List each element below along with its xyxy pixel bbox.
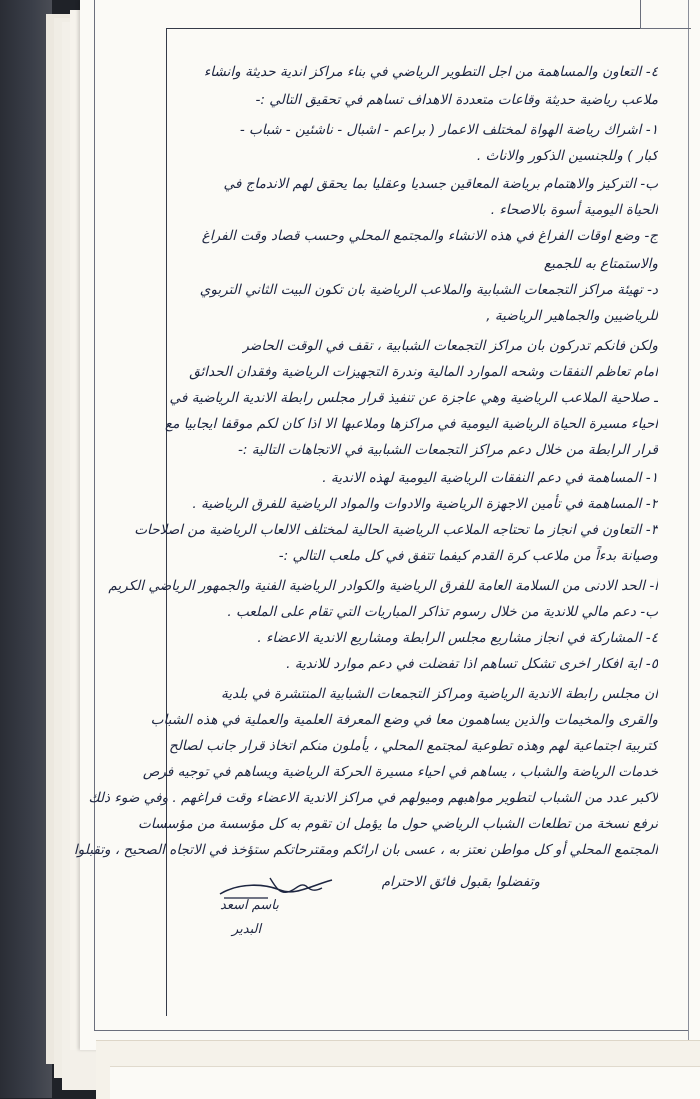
closing-line: وتفضلوا بقبول فائق الاحترام: [381, 874, 540, 890]
letter-line: د- تهيئة مراكز التجمعات الشبابية والملاعب الرياضية بان تكون البيت الثاني التربوي: [199, 282, 658, 298]
letter-line: كبار ) وللجنسين الذكور والاناث .: [476, 148, 658, 164]
letter-line: أ- الحد الادنى من السلامة العامة للفرق الرياضية والكوادر الرياضية الفنية والجمهور الرياضي الكريم: [108, 578, 658, 594]
sheet-corner-tab: [640, 0, 691, 29]
letter-line: ١- المساهمة في دعم النفقات الرياضية اليومية لهذه الاندية .: [322, 470, 658, 486]
letter-line: نرفع نسخة من تطلعات الشباب الرياضي حول ما يؤمل ان تقوم به كل مؤسسة من مؤسسات: [138, 816, 658, 832]
letter-line: ان مجلس رابطة الاندية الرياضية ومراكز التجمعات الشبابية المنتشرة في بلدية: [221, 686, 658, 702]
page-top-rule: [166, 28, 640, 29]
letter-line: ب- التركيز والاهتمام برياضة المعاقين جسديا وعقليا بما يحقق لهم الاندماج في: [223, 176, 658, 192]
letter-line: ج- وضع اوقات الفراغ في هذه الانشاء والمجتمع المحلي وحسب قصاد وقت الفراغ: [201, 228, 658, 244]
letter-line: ٤- التعاون والمساهمة من اجل التطوير الرياضي في بناء مراكز اندية حديثة وانشاء: [203, 64, 658, 80]
letter-line: كتربية اجتماعية لهم وهذه تطوعية لمجتمع المحلي ، يأملون منكم اتخاذ قرار جانب لصالح: [168, 738, 658, 754]
bottom-paper-slip: [110, 1066, 700, 1099]
letter-line: والقرى والمخيمات والذين يساهمون معا في وضع المعرفة العلمية والعملية في هذه الشباب: [150, 712, 658, 728]
letter-line: ملاعب رياضية حديثة وقاعات متعددة الاهداف تساهم في تحقيق التالي :-: [255, 92, 658, 108]
sheet-frame-bottom: [94, 1030, 688, 1031]
letter-line: ١- اشراك رياضة الهواة لمختلف الاعمار ( براعم - اشبال - ناشئين - شباب -: [239, 122, 658, 138]
letter-line: ٥- اية افكار اخرى تشكل تساهم اذا تفضلت في دعم موارد للاندية .: [286, 656, 658, 672]
binder-background: [0, 0, 52, 1098]
letter-line: ٤- المشاركة في انجاز مشاريع مجلس الرابطة ومشاريع الاندية الاعضاء .: [257, 630, 658, 646]
letter-line: المجتمع المحلي أو كل مواطن نعتز به ، عسى بان ارائكم ومقترحاتكم ستؤخذ في الاتجاه الصحيح ، وتقبلوا: [73, 842, 658, 858]
signatory-name: باسم اسعد: [220, 898, 279, 913]
letter-line: الحياة اليومية أسوة بالاصحاء .: [490, 202, 658, 218]
sheet-frame-left: [94, 0, 95, 1030]
letter-line: لاكبر عدد من الشباب لتطوير مواهبهم وميولهم في مراكز الاندية الاعضاء وقت فراغهم . وفي ضوء ذلك: [88, 790, 658, 806]
letter-line: احياء مسيرة الحياة الرياضية اليومية في مراكزها وملاعبها الا اذا كان لكم موقفا ايجابيا مع: [164, 416, 658, 432]
signature-scribble: [210, 872, 340, 962]
letter-line: ٢- المساهمة في تأمين الاجهزة الرياضية والادوات والمواد الرياضية للفرق الرياضية .: [192, 496, 658, 512]
letter-line: خدمات الرياضة والشباب ، يساهم في احياء مسيرة الحركة الرياضية ويساهم في توجيه فرص: [142, 764, 658, 780]
letter-line: ب- دعم مالي للاندية من خلال رسوم تذاكر المباريات التي تقام على الملعب .: [227, 604, 658, 620]
letter-line: قرار الرابطة من خلال دعم مراكز التجمعات الشبابية في الاتجاهات التالية :-: [237, 442, 658, 458]
sheet-frame-right: [688, 0, 689, 1040]
letter-line: ٣- التعاون في انجاز ما تحتاجه الملاعب الرياضية الحالية لمختلف الالعاب الرياضية من اصلاحات: [134, 522, 658, 538]
letter-line: ولكن فانكم تدركون بان مراكز التجمعات الشبابية ، تقف في الوقت الحاضر: [242, 338, 658, 354]
letter-line: وصيانة بدءاً من ملاعب كرة القدم كيفما تتفق في كل ملعب التالي :-: [278, 548, 658, 564]
letter-line: والاستمتاع به للجميع: [543, 256, 658, 272]
letter-line: امام تعاظم النفقات وشحه الموارد المالية وندرة التجهيزات الرياضية وفقدان الحدائق: [189, 364, 658, 380]
letter-line: ـ صلاحية الملاعب الرياضية وهي عاجزة عن تنفيذ قرار مجلس رابطة الاندية الرياضية في: [169, 390, 658, 406]
letter-line: للرياضيين والجماهير الرياضية ,: [486, 308, 658, 324]
signatory-title: البدير: [232, 922, 262, 937]
